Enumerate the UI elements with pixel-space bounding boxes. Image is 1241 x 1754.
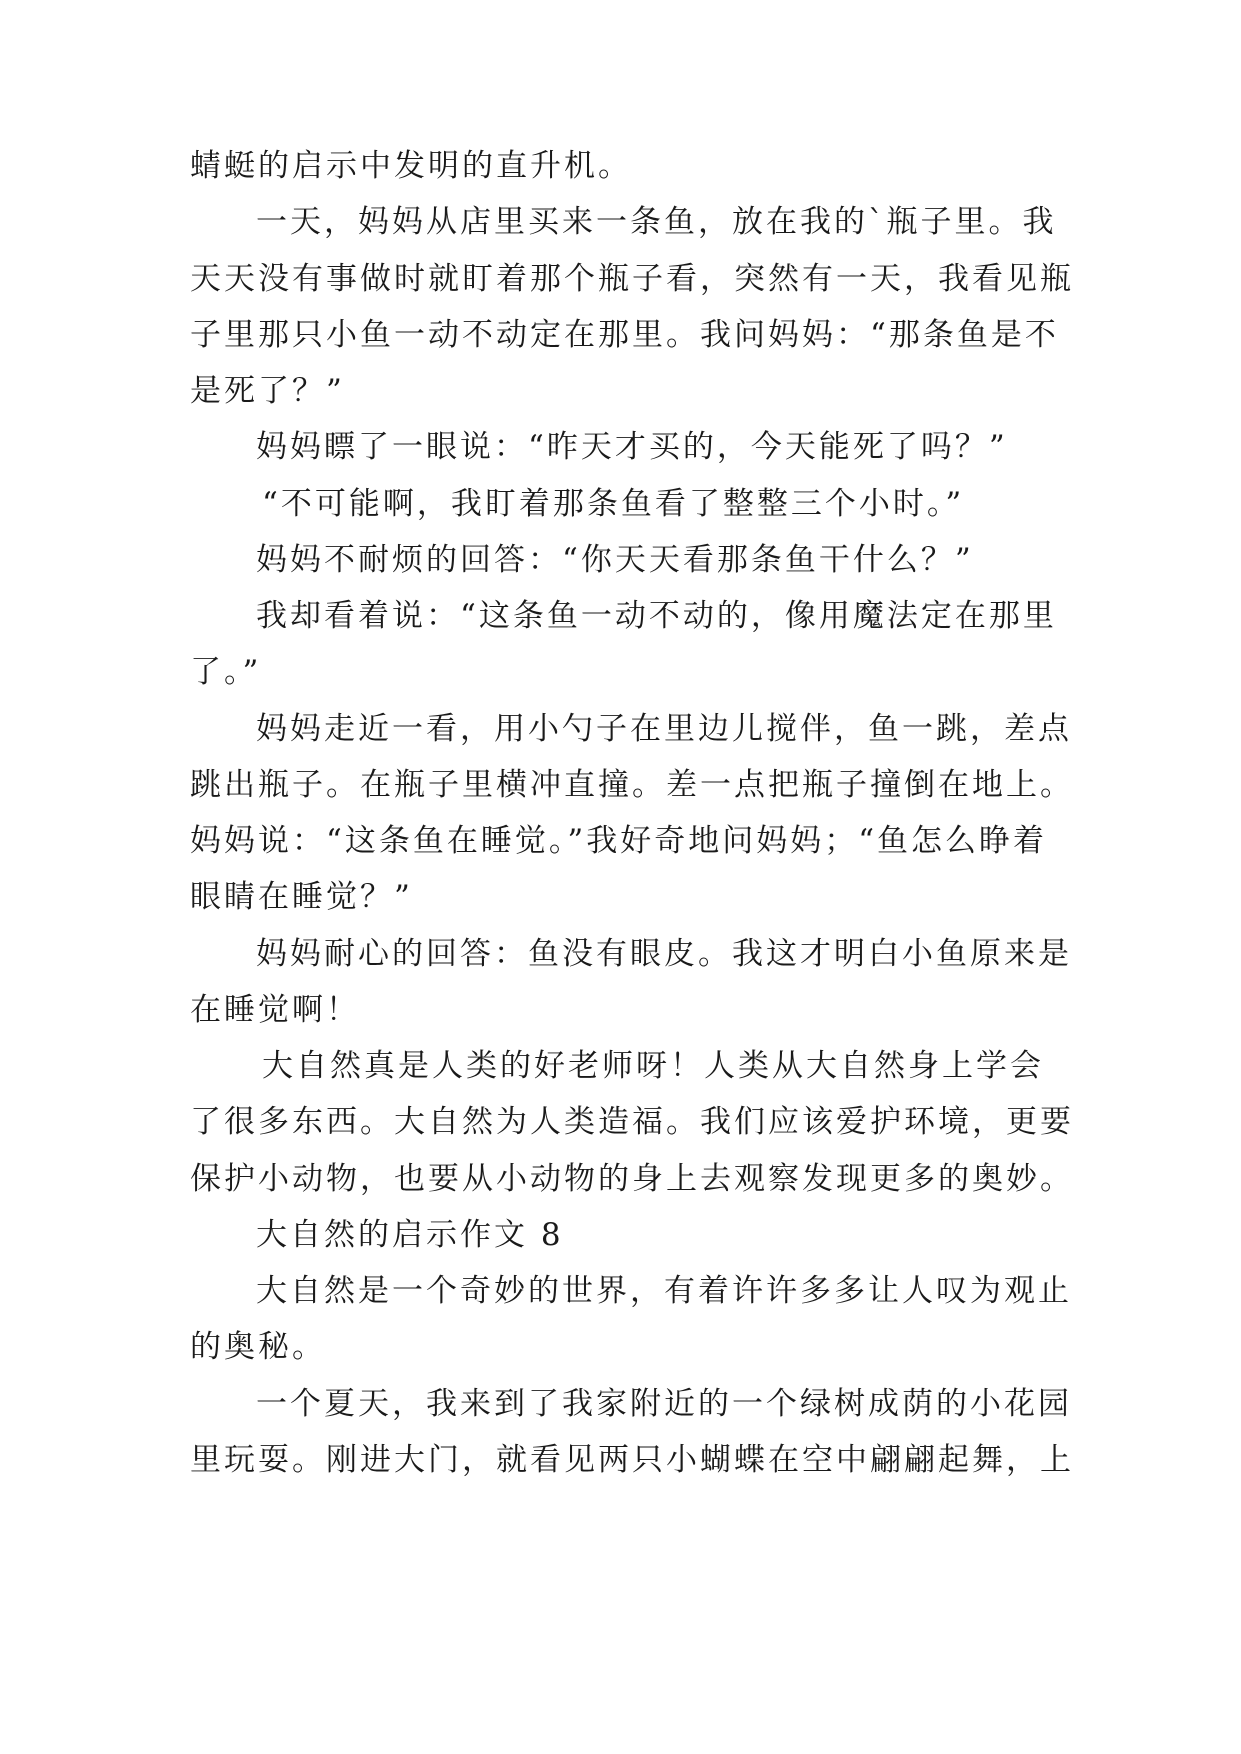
paragraph-start: 妈妈走近一看，用小勺子在里边儿搅伴，鱼一跳，差点 [256,711,1072,747]
paragraph-start: 大自然是一个奇妙的世界，有着许许多多让人叹为观止 [256,1273,1072,1309]
text-line: 了。” [190,654,262,690]
paragraph-start: 一天，妈妈从店里买来一条鱼，放在我的`瓶子里。我 [256,204,1057,240]
text-line: 眼睛在睡觉？” [190,879,413,915]
section-heading: 大自然的启示作文 8 [256,1217,564,1253]
text-line: 保护小动物，也要从小动物的身上去观察发现更多的奥妙。 [190,1161,1074,1197]
paragraph-start: 妈妈耐心的回答：鱼没有眼皮。我这才明白小鱼原来是 [256,936,1072,972]
paragraph-start: 一个夏天，我来到了我家附近的一个绿树成荫的小花园 [256,1386,1072,1422]
text-line: 蜻蜓的启示中发明的直升机。 [190,148,632,184]
text-line: 妈妈说：“这条鱼在睡觉。”我好奇地问妈妈；“鱼怎么睁着 [190,823,1048,859]
text-line: 里玩耍。刚进大门，就看见两只小蝴蝶在空中翩翩起舞，上 [190,1442,1074,1478]
text-line: 是死了？” [190,373,345,409]
text-line: 天天没有事做时就盯着那个瓶子看，突然有一天，我看见瓶 [190,261,1074,297]
text-line: 了很多东西。大自然为人类造福。我们应该爱护环境，更要 [190,1104,1074,1140]
paragraph-start: 我却看着说：“这条鱼一动不动的，像用魔法定在那里 [256,598,1057,634]
paragraph-start: 妈妈不耐烦的回答：“你天天看那条鱼干什么？” [256,542,974,578]
text-line: 的奥秘。 [190,1329,326,1365]
paragraph-start: “不可能啊，我盯着那条鱼看了整整三个小时。” [262,486,965,522]
text-line: 在睡觉啊！ [190,992,360,1028]
text-line: 跳出瓶子。在瓶子里横冲直撞。差一点把瓶子撞倒在地上。 [190,767,1074,803]
text-line: 子里那只小鱼一动不动定在那里。我问妈妈：“那条鱼是不 [190,317,1059,353]
paragraph-start: 大自然真是人类的好老师呀！人类从大自然身上学会 [262,1048,1044,1084]
paragraph-start: 妈妈瞟了一眼说：“昨天才买的，今天能死了吗？” [256,429,1008,465]
